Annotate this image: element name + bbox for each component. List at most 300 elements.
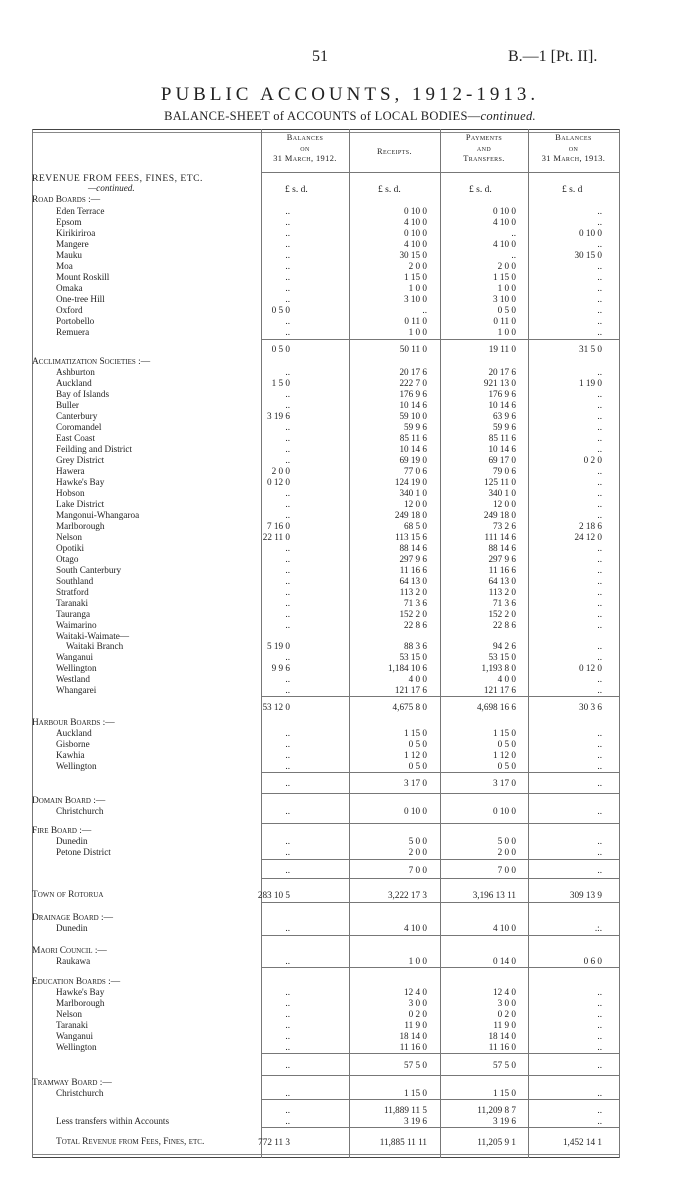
row-label: Lake District [56,499,105,509]
cell-value: 0 2 0 [408,1009,427,1019]
cell-value: .. [597,1060,602,1070]
cell-value: .. [285,987,290,997]
cell-value: .. [597,685,602,695]
row-label: Westland [56,674,90,684]
cell-value: .. [285,327,290,337]
row-label: Mount Roskill [56,272,110,282]
cell-value: 152 2 0 [399,609,427,619]
cell-value: .. [285,998,290,1008]
cell-value: .. [285,217,290,227]
cell-value: .. [285,620,290,630]
table-row [32,806,620,817]
cell-value: 222 7 0 [399,378,427,388]
subtotal-rule [262,793,620,794]
table-row [32,477,620,488]
cell-value: .. [597,261,602,271]
table-row [32,206,620,217]
cell-value: 88 14 6 [399,543,427,553]
cell-value: 18 14 0 [399,1031,427,1041]
table-row [32,183,620,194]
cell-value: .. [285,239,290,249]
cell-value: 121 17 6 [483,685,516,695]
row-label: Epsom [56,217,82,227]
row-label: Education Boards :— [32,977,121,987]
row-label: Petone District [56,847,111,857]
table-row [32,836,620,847]
row-label: Fire Board :— [32,826,92,836]
subtotal-rule [262,823,620,824]
row-label: Drainage Board :— [32,913,114,923]
subtotal-row [32,865,620,876]
cell-value: .. [285,316,290,326]
cell-value: .. [597,674,602,684]
cell-value: .. [285,543,290,553]
cell-value: 53 15 0 [399,652,427,662]
row-label: Oxford [56,305,83,315]
cell-value: 77 0 6 [404,466,427,476]
row-label: Marlborough [56,521,105,531]
cell-value: .. [285,739,290,749]
cell-value: 0 11 0 [404,316,427,326]
row-label: Kirikiriroa [56,228,96,238]
table-row [32,663,620,674]
cell-value: 0 10 0 [493,206,516,216]
cell-value: .. [285,1060,290,1070]
table-row [32,761,620,772]
row-label: Less transfers within Accounts [56,1116,170,1126]
cell-value: 2 0 0 [271,466,290,476]
cell-value: 12 4 0 [404,987,427,997]
cell-value: 69 17 0 [488,455,516,465]
row-label: Waimarino [56,620,97,630]
cell-value: 79 0 6 [493,466,516,476]
subtotal-rule [262,935,620,936]
row-label: Domain Board :— [32,796,106,806]
cell-value: 53 12 0 [262,702,290,712]
cell-value: 7 0 0 [408,865,427,875]
cell-value: 3 0 0 [408,998,427,1008]
table-row [32,847,620,858]
cell-value: 1 0 0 [408,283,427,293]
cell-value: 69 19 0 [399,455,427,465]
table-row [32,250,620,261]
cell-value: 4 0 0 [497,674,516,684]
row-label: Mangonui-Whangaroa [56,510,140,520]
table-row [32,543,620,554]
cell-value: 94 2 6 [493,641,516,651]
cell-value: .. [285,433,290,443]
row-label: Remuera [56,327,90,337]
cell-value: 19 11 0 [488,344,516,354]
table-row [32,367,620,378]
table-row [32,739,620,750]
cell-value: 11 16 6 [399,565,427,575]
cell-value: 1 12 0 [493,750,516,760]
table-row [32,685,620,696]
cell-value: .. [285,1042,290,1052]
row-label: Hawke's Bay [56,477,105,487]
row-label: Tauranga [56,609,91,619]
table-row [32,239,620,250]
cell-value: 5 19 0 [267,641,290,651]
table-bottom-rule-inner [32,1154,620,1155]
cell-value: 22 8 6 [404,620,427,630]
table-row [32,609,620,620]
cell-value: 297 9 6 [488,554,516,564]
cell-value: 11 9 0 [493,1020,516,1030]
row-label: Nelson [56,532,83,542]
row-label: Maori Council :— [32,946,107,956]
cell-value: .. [597,1009,602,1019]
cell-value: 0 5 0 [271,305,290,315]
cell-value: 0 5 0 [271,344,290,354]
cell-value: 1 0 0 [408,956,427,966]
row-label: Dunedin [56,836,88,846]
cell-value: 1 15 0 [493,272,516,282]
cell-value: 1,452 14 1 [562,1137,602,1147]
cell-value: .. [285,389,290,399]
cell-value: 20 17 6 [488,367,516,377]
cell-value: .. [285,367,290,377]
cell-value: .. [597,987,602,997]
cell-value: .. [422,305,427,315]
cell-value: 64 13 0 [488,576,516,586]
cell-value: 0 12 0 [267,477,290,487]
cell-value: 7 16 0 [267,521,290,531]
cell-value: .. [597,1020,602,1030]
cell-value: 57 5 0 [493,1060,516,1070]
cell-value: .. [597,728,602,738]
page-number: 51 [312,48,328,65]
cell-value: .. [285,728,290,738]
cell-value: 3 19 6 [267,411,290,421]
row-label: East Coast [56,433,96,443]
cell-value: .. [285,576,290,586]
table-top-rule [32,129,620,130]
table-row [32,422,620,433]
row-label: Waitaki-Waimate— [56,631,130,641]
cell-value: .. [597,433,602,443]
table-row [32,283,620,294]
cell-value: .. [285,1088,290,1098]
row-label: Taranaki [56,1020,89,1030]
units-c1: £ s. d. [378,185,401,195]
cell-value: .. [285,685,290,695]
cell-value: 5 0 0 [408,836,427,846]
cell-value: 63 9 6 [493,411,516,421]
row-label: Waitaki Branch [66,641,124,651]
row-label: Opotiki [56,543,85,553]
subtotal-row [32,702,620,713]
cell-value: 113 15 6 [395,532,427,542]
cell-value: .. [597,761,602,771]
cell-value: .. [285,554,290,564]
cell-value: .. [597,206,602,216]
cell-value: 0 12 0 [579,663,602,673]
cell-value: 11 16 6 [488,565,516,575]
table-row [32,510,620,521]
cell-value: 4 10 0 [404,923,427,933]
row-label: Canterbury [56,411,98,421]
cell-value: 50 11 0 [399,344,427,354]
subtotal-row [32,344,620,355]
cell-value: 0 2 0 [497,1009,516,1019]
cell-value: 2 0 0 [408,847,427,857]
row-label: Acclimatization Societies :— [32,357,151,367]
cell-value: 24 12 0 [574,532,602,542]
table-row [32,294,620,305]
cell-value: 11 9 0 [404,1020,427,1030]
table-row [32,750,620,761]
row-label: Otago [56,554,79,564]
table-row [32,1116,620,1127]
cell-value: .. [597,806,602,816]
units-c2: £ s. d. [469,185,492,195]
table-row [32,217,620,228]
cell-value: .. [285,1116,290,1126]
cell-value: 1 15 0 [404,272,427,282]
table-row [32,261,620,272]
cell-value: 0 5 0 [497,761,516,771]
cell-value: .. [597,477,602,487]
cell-value: .. [511,250,516,260]
table-row [32,488,620,499]
cell-value: .. [285,272,290,282]
cell-value: 68 5 0 [404,521,427,531]
cell-value: 88 14 6 [488,543,516,553]
cell-value: 30 3 6 [579,702,602,712]
cell-value: 12 0 0 [493,499,516,509]
subtitle-main: BALANCE-SHEET of ACCOUNTS of LOCAL BODIES— [164,109,481,123]
row-label: Omaka [56,283,83,293]
cell-value: 11,209 8 7 [477,1105,516,1115]
table-row [32,400,620,411]
cell-value: .. [597,865,602,875]
cell-value: 0 11 0 [493,316,516,326]
cell-value: 0 5 0 [408,739,427,749]
cell-value: .. [597,444,602,454]
cell-value: 1 15 0 [404,728,427,738]
cell-value: .. [597,411,602,421]
row-label: One-tree Hill [56,294,105,304]
cell-value: .. [597,488,602,498]
cell-value: .. [285,923,290,933]
cell-value: .. [285,836,290,846]
cell-value: .. [285,400,290,410]
cell-value: .. [597,1031,602,1041]
cell-value: .. [597,239,602,249]
cell-value: .. [597,587,602,597]
page-title: PUBLIC ACCOUNTS, 1912-1913. [160,84,540,105]
cell-value: 11 16 0 [488,1042,516,1052]
cell-value: 4 10 0 [404,217,427,227]
cell-value: .. [597,543,602,553]
cell-value: 22 8 6 [493,620,516,630]
cell-value: .. [285,778,290,788]
cell-value: 71 3 6 [493,598,516,608]
cell-value: .. [285,1031,290,1041]
row-label: Whangarei [56,685,97,695]
cell-value: 5 0 0 [497,836,516,846]
cell-value: 3 19 6 [493,1116,516,1126]
cell-value: .. [285,587,290,597]
cell-value: .. [285,847,290,857]
cell-value: .. [285,455,290,465]
cell-value: 7 0 0 [497,865,516,875]
row-label: Raukawa [56,956,91,966]
table-row [32,565,620,576]
cell-value: .. [285,806,290,816]
row-label: Tramway Board :— [32,1078,112,1088]
cell-value: 3 0 0 [497,998,516,1008]
cell-value: 340 1 0 [488,488,516,498]
row-label: Kawhia [56,750,85,760]
cell-value: 59 10 0 [399,411,427,421]
cell-value: 113 2 0 [399,587,427,597]
row-label: Stratford [56,587,89,597]
cell-value: 2 0 0 [408,261,427,271]
cell-value: .. [597,1042,602,1052]
cell-value: 10 14 6 [399,400,427,410]
cell-value: .. [597,750,602,760]
column-header-payments: Payments and Transfers. [463,133,505,163]
table-row [32,1020,620,1031]
cell-value: 176 9 6 [399,389,427,399]
cell-value: .. [597,1105,602,1115]
row-label: Hobson [56,488,85,498]
table-row [32,455,620,466]
cell-value: 1,193 8 0 [481,663,516,673]
cell-value: 1 0 0 [408,327,427,337]
row-label: Buller [56,400,79,410]
row-label: South Canterbury [56,565,122,575]
cell-value: 12 0 0 [404,499,427,509]
cell-value: 57 5 0 [404,1060,427,1070]
table-row [32,1105,620,1116]
column-header-balances-1912: Balances on 31 March, 1912. [273,133,337,163]
cell-value: .. [597,652,602,662]
row-label: Christchurch [56,806,104,816]
table-row [32,466,620,477]
table-row [32,1031,620,1042]
cell-value: .. [285,228,290,238]
cell-value: .. [597,1116,602,1126]
row-label: Ashburton [56,367,95,377]
cell-value: 4,675 8 0 [392,702,427,712]
subtotal-row [32,1060,620,1071]
cell-value: .. [285,444,290,454]
cell-value: 0 10 0 [404,206,427,216]
table-row [32,389,620,400]
row-label: Dunedin [56,923,88,933]
cell-value: 1 19 0 [579,378,602,388]
table-row [32,598,620,609]
cell-value: 3,222 17 3 [387,890,427,900]
cell-value: .. [597,998,602,1008]
cell-value: .:. [594,923,602,933]
cell-value: .. [285,499,290,509]
cell-value: 0 5 0 [497,739,516,749]
row-label: Bay of Islands [56,389,110,399]
cell-value: .. [597,598,602,608]
cell-value: 283 10 5 [257,890,290,900]
cell-value: 1 15 0 [493,728,516,738]
balance-sheet-table [32,129,620,1158]
row-label: Wellington [56,663,97,673]
cell-value: .. [285,1020,290,1030]
row-label: Total Revenue from Fees, Fines, etc. [56,1137,205,1147]
cell-value: 3 19 6 [404,1116,427,1126]
row-label: Mangere [56,239,89,249]
cell-value: 11,205 9 1 [477,1137,516,1147]
cell-value: 1,184 10 6 [387,663,427,673]
cell-value: 0 10 0 [579,228,602,238]
subtotal-rule [262,878,620,879]
cell-value: .. [285,750,290,760]
cell-value: .. [597,422,602,432]
cell-value: .. [285,488,290,498]
cell-value: .. [597,499,602,509]
table-row [32,532,620,543]
table-row [32,641,620,652]
cell-value: .. [285,865,290,875]
table-row [32,444,620,455]
row-label: Hawke's Bay [56,987,105,997]
cell-value: .. [597,272,602,282]
row-label: Eden Terrace [56,206,105,216]
table-row [32,554,620,565]
cell-value: 71 3 6 [404,598,427,608]
table-row [32,652,620,663]
table-row [32,1009,620,1020]
cell-value: 53 15 0 [488,652,516,662]
cell-value: .. [285,294,290,304]
cell-value: .. [285,1009,290,1019]
cell-value: .. [597,466,602,476]
table-row [32,923,620,934]
table-bottom-rule [32,1157,620,1158]
cell-value: 0 5 0 [497,305,516,315]
row-label: Marlborough [56,998,105,1008]
cell-value: 340 1 0 [399,488,427,498]
cell-value: .. [597,217,602,227]
table-row [32,1042,620,1053]
subtotal-rule [262,1099,620,1100]
cell-value: .. [285,565,290,575]
subtotal-rule [262,1127,620,1128]
cell-value: 0 14 0 [493,956,516,966]
cell-value: 88 3 6 [404,641,427,651]
cell-value: 4 10 0 [493,217,516,227]
cell-value: .. [285,956,290,966]
cell-value: 22 11 0 [262,532,290,542]
row-label: Mauku [56,250,83,260]
cell-value: .. [285,674,290,684]
subtotal-rule [262,902,620,903]
cell-value: 3 17 0 [404,778,427,788]
cell-value: .. [285,1105,290,1115]
table-row [32,316,620,327]
row-label: —continued. [88,183,135,193]
cell-value: .. [597,641,602,651]
cell-value: .. [285,510,290,520]
cell-value: .. [597,510,602,520]
cell-value: .. [597,294,602,304]
cell-value: 3 10 0 [493,294,516,304]
cell-value: 1 5 0 [271,378,290,388]
cell-value: .. [597,283,602,293]
table-row [32,1137,620,1148]
